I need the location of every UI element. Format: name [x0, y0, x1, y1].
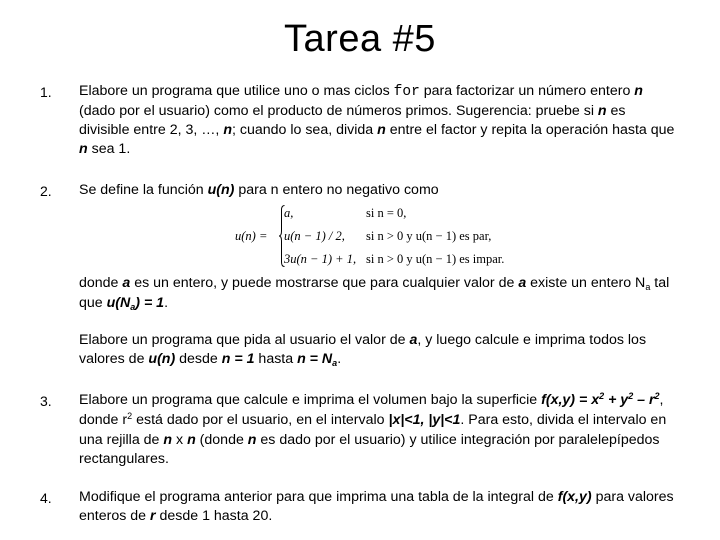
case-1-expr: a, [284, 206, 294, 220]
page-title: Tarea #5 [284, 18, 436, 60]
item-2-explanation: donde a es un entero, y puede mostrarse que para cualquier valor de a existe un entero $N_a$ tal que $u(N_a) = 1$. [79, 275, 670, 312]
case-2-expr: u(n − 1) / 2, [284, 229, 345, 243]
item-3-number: 3. [40, 393, 52, 409]
piecewise-formula [235, 203, 505, 271]
item-4-text: Modifique el programa anterior para que imprima una tabla de la integral de f(x,y) para valores enteros de r desde 1 hasta 20. [79, 489, 674, 524]
formula-lhs: u(n) = [235, 229, 268, 243]
item-3-text: Elabore un programa que calcule e imprima el volumen bajo la superficie $f(x,y) = x^2 + y^2 - r^2$, donde $r^2$ está dado por el usuario, en el intervalo |x|<1, |y|<1. Para esto, divida el intervalo en una rejilla de n x n (donde n es dado por el usuario) y utilice integración por paralelepípedos rectangulares. [79, 391, 667, 467]
code-keyword: for [393, 84, 420, 100]
item-2-number: 2. [40, 183, 52, 199]
item-2-intro: Se define la función u(n) para n entero no negativo como [79, 182, 439, 198]
case-3-cond: si n > 0 y u(n − 1) es impar. [366, 252, 505, 266]
case-2-cond: si n > 0 y u(n − 1) es par, [366, 229, 492, 243]
item-1-number: 1. [40, 84, 52, 100]
item-2-task: Elabore un programa que pida al usuario el valor de a, y luego calcule e imprima todos los valores de u(n) desde n = 1 hasta $n = N_a$. [79, 332, 647, 368]
case-1-cond: si n = 0, [366, 206, 407, 220]
item-1-text: Elabore un programa que utilice uno o mas ciclos for para factorizar un número entero n (dado por el usuario) como el producto de números primos. Sugerencia: pruebe si n es divisible entre 2, 3, …, n; cuando lo sea, divida n entre el factor y repita la operación hasta que n sea 1. [79, 83, 675, 157]
case-3-expr: 3u(n − 1) + 1, [284, 252, 357, 266]
item-4-number: 4. [40, 490, 52, 506]
